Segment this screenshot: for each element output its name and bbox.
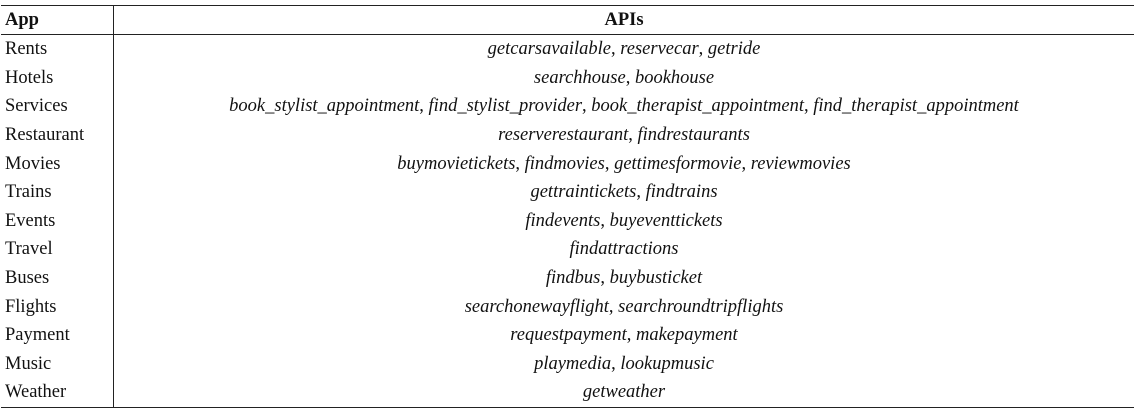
api-name: getride xyxy=(707,39,761,60)
api-list xyxy=(114,235,1135,264)
api-list: book_stylist_appointment, find_stylist_provider, book_therapist_appointment, find_therapist_appointment xyxy=(229,96,1019,117)
api-name: findmovies xyxy=(524,153,605,174)
api-name: getweather xyxy=(582,382,666,403)
app-name: Flights xyxy=(1,292,114,321)
app-name: Buses xyxy=(1,264,114,293)
api-list: getcarsavailable, reservecar, getride xyxy=(487,39,761,60)
api-name: book_therapist_appointment xyxy=(591,96,805,117)
table-row xyxy=(1,121,1134,150)
api-list xyxy=(114,378,1135,407)
table-row xyxy=(1,235,1134,264)
table-row xyxy=(1,350,1134,379)
api-list: reserverestaurant, findrestaurants xyxy=(498,125,750,146)
table-row xyxy=(1,35,1134,64)
api-name: searchroundtripflights xyxy=(618,296,784,317)
api-name: getcarsavailable xyxy=(487,39,611,60)
table-row xyxy=(1,378,1134,407)
api-name: buybusticket xyxy=(609,268,703,289)
api-name: findtrains xyxy=(645,182,718,203)
app-name: Events xyxy=(1,207,114,236)
api-name: searchonewayflight xyxy=(464,296,609,317)
api-name: bookhouse xyxy=(634,67,715,88)
app-name: Services xyxy=(1,92,114,121)
api-name: find_stylist_provider xyxy=(428,96,583,117)
table-header-row xyxy=(1,6,1134,35)
table-row xyxy=(1,321,1134,350)
app-name: Movies xyxy=(1,149,114,178)
app-name: Weather xyxy=(1,378,114,407)
api-list: findevents, buyeventtickets xyxy=(525,210,723,231)
api-list: buymovietickets, findmovies, gettimesformovie, reviewmovies xyxy=(397,153,851,174)
table-row xyxy=(1,149,1134,178)
api-name: requestpayment xyxy=(510,325,627,346)
api-name: findattractions xyxy=(569,239,679,260)
table-row xyxy=(1,178,1134,207)
api-list: playmedia, lookupmusic xyxy=(534,353,714,374)
api-list: searchonewayflight, searchroundtripflights xyxy=(464,296,784,317)
api-list: searchhouse, bookhouse xyxy=(533,67,715,88)
app-name: Payment xyxy=(1,321,114,350)
app-name: Rents xyxy=(1,35,114,64)
api-list: gettraintickets, findtrains xyxy=(530,182,718,203)
table-row xyxy=(1,64,1134,93)
api-name: gettimesformovie xyxy=(614,153,742,174)
api-name: reservecar xyxy=(620,39,699,60)
api-name: lookupmusic xyxy=(620,353,714,374)
api-name: gettraintickets xyxy=(530,182,637,203)
api-name: book_stylist_appointment xyxy=(229,96,420,117)
app-name: Music xyxy=(1,350,114,379)
api-name: findbus xyxy=(545,268,601,289)
api-name: reserverestaurant xyxy=(498,125,629,146)
app-name: Travel xyxy=(1,235,114,264)
app-name: Restaurant xyxy=(1,121,114,150)
table-body xyxy=(1,35,1134,408)
table-row xyxy=(1,207,1134,236)
api-name: findrestaurants xyxy=(637,125,750,146)
header-app: App xyxy=(1,6,114,35)
api-name: findevents xyxy=(525,210,601,231)
api-name: buyeventtickets xyxy=(609,210,723,231)
header-apis: APIs xyxy=(604,9,644,30)
api-list: requestpayment, makepayment xyxy=(510,325,738,346)
app-api-table xyxy=(1,5,1134,408)
table-row xyxy=(1,92,1134,121)
table-row xyxy=(1,264,1134,293)
api-list: findbus, buybusticket xyxy=(545,268,703,289)
api-name: searchhouse xyxy=(533,67,626,88)
api-name: reviewmovies xyxy=(750,153,851,174)
table-row xyxy=(1,292,1134,321)
api-name: playmedia xyxy=(534,353,612,374)
app-name: Trains xyxy=(1,178,114,207)
api-name: find_therapist_appointment xyxy=(813,96,1019,117)
api-name: makepayment xyxy=(635,325,738,346)
app-name: Hotels xyxy=(1,64,114,93)
api-name: buymovietickets xyxy=(397,153,516,174)
